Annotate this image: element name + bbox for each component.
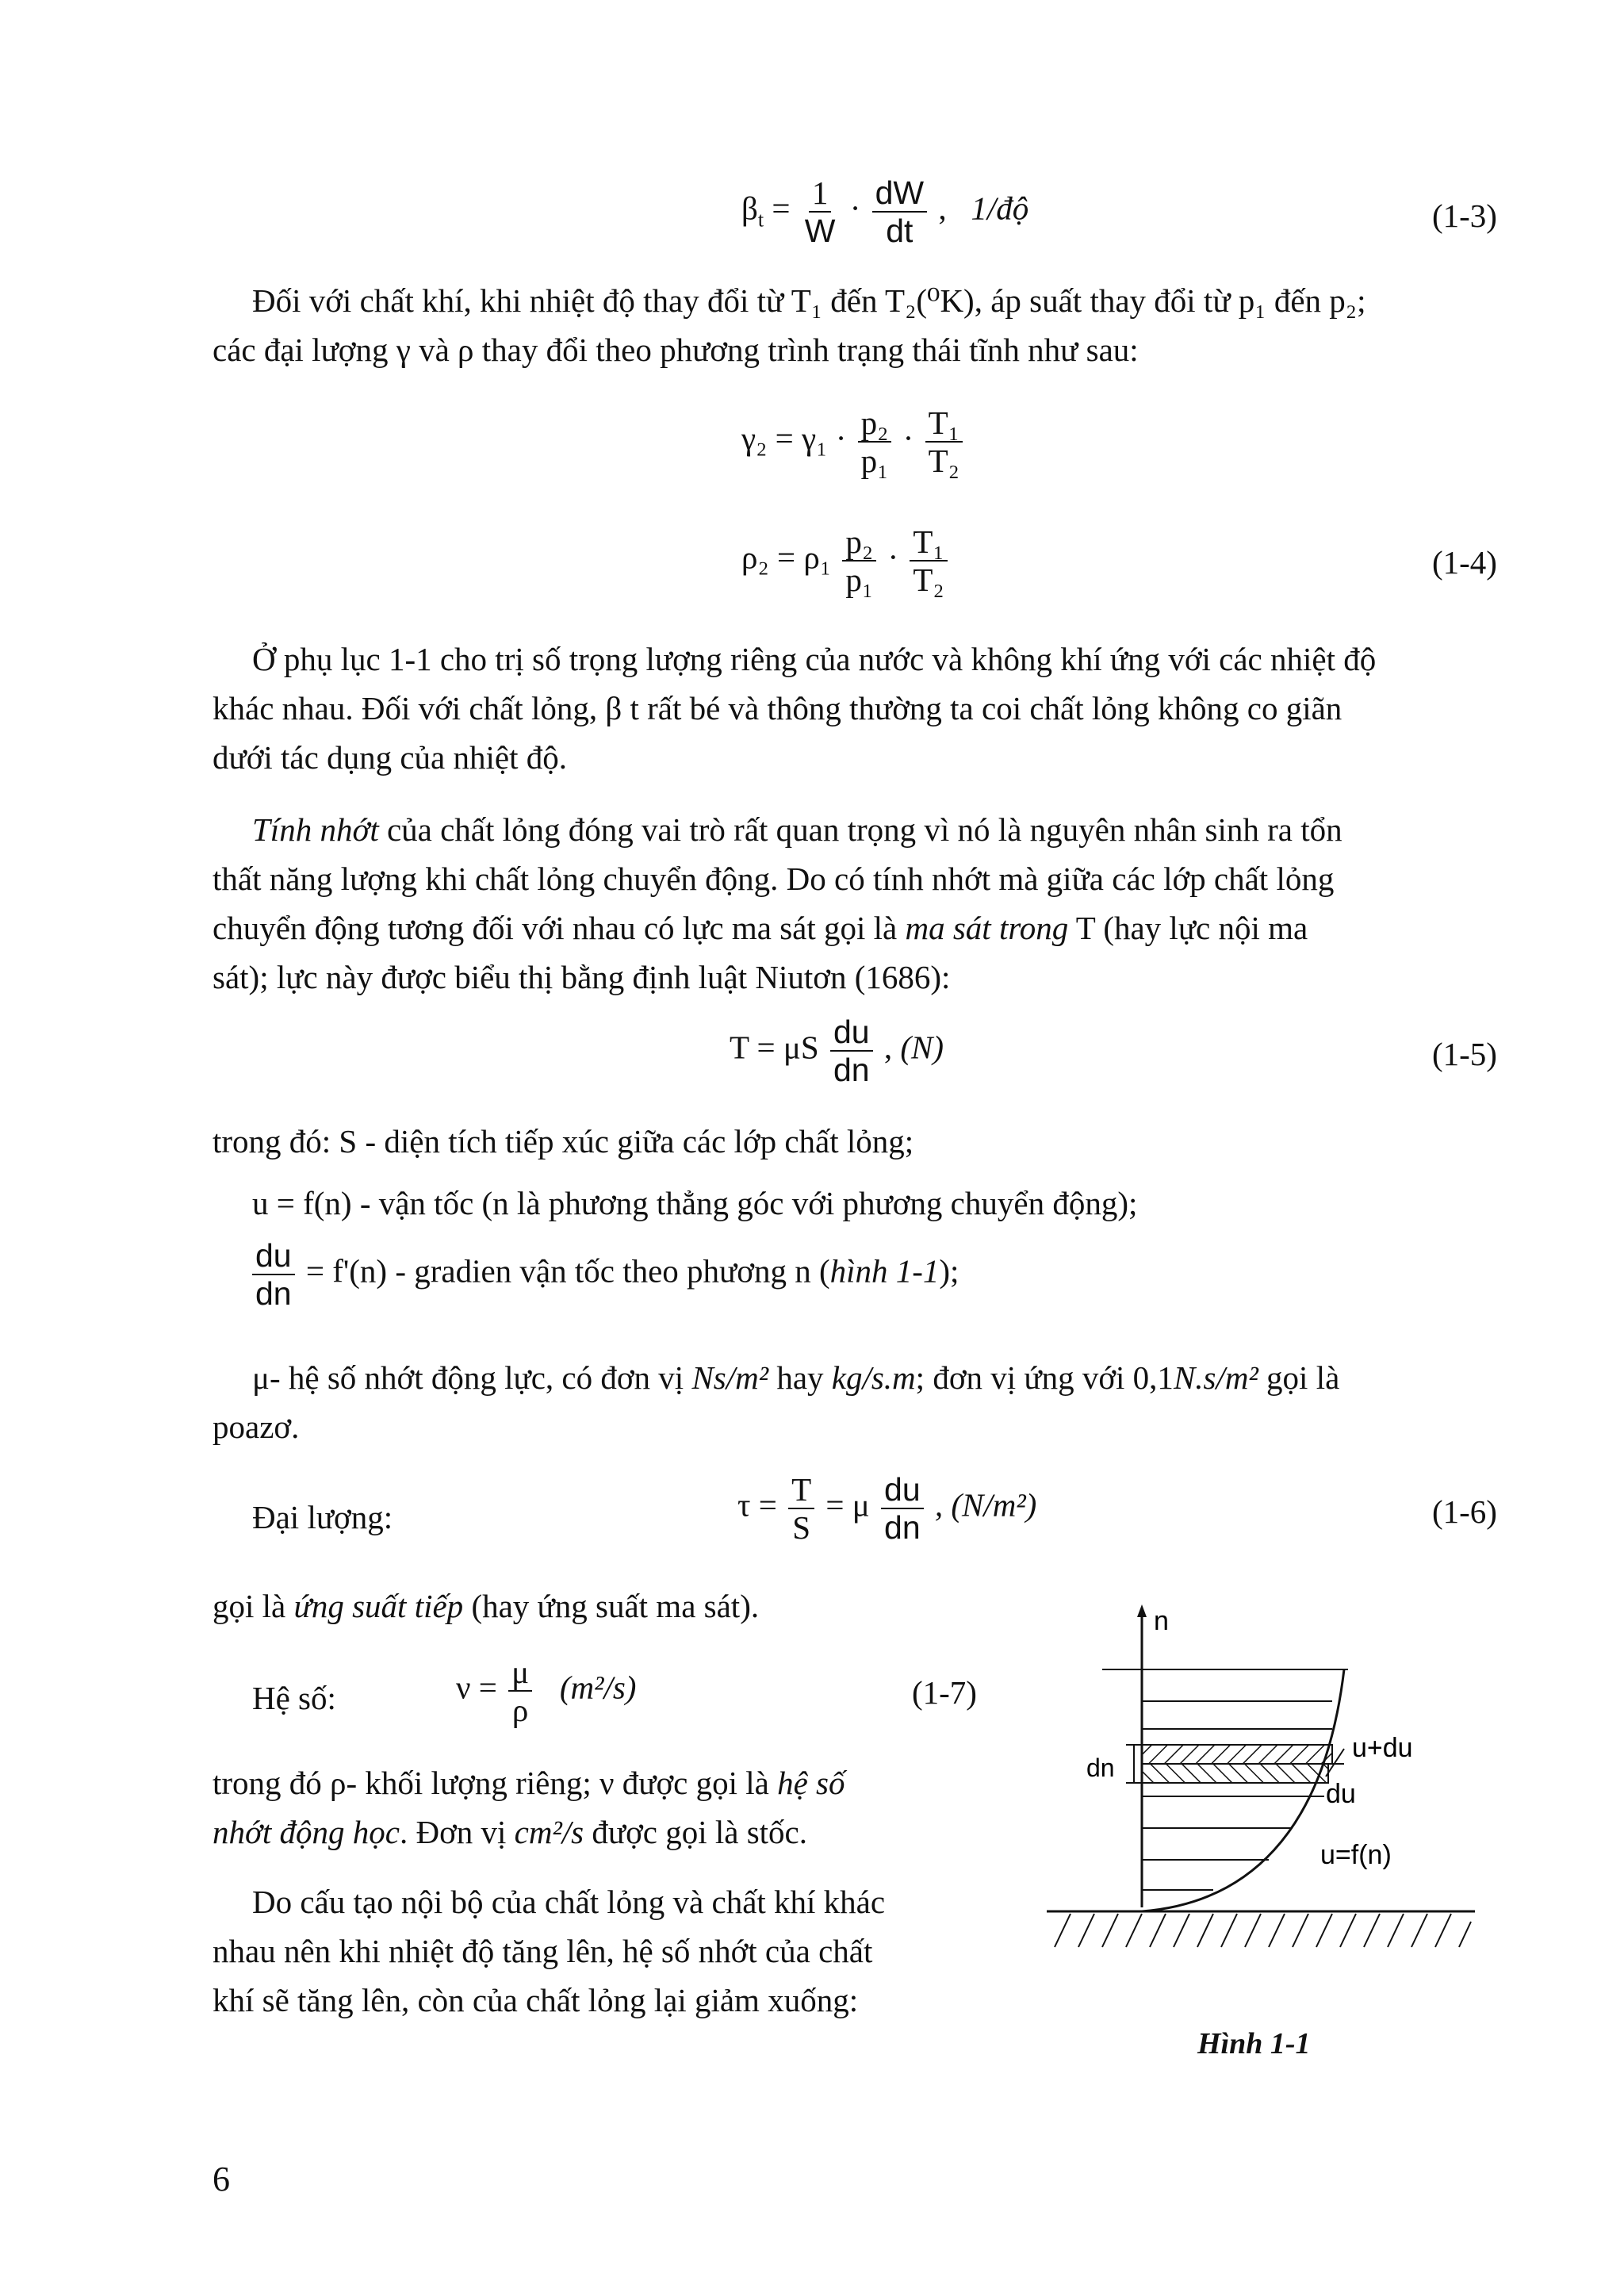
paragraph-3 <box>213 805 1502 1002</box>
equation-number-1-6: (1-6) <box>1432 1493 1497 1530</box>
label-dai-luong: Đại lượng: <box>252 1499 393 1535</box>
rho-lhs: ρ₂ = ρ₁ <box>741 539 832 576</box>
figure-1-1-diagram <box>1031 1598 1475 2018</box>
term-he-so: hệ số <box>777 1765 845 1801</box>
term-nhot-dong-hoc: nhớt động học <box>213 1814 400 1850</box>
term-tinh-nhot: Tính nhớt <box>252 811 379 848</box>
paragraph-1-line-1: Đối với chất khí, khi nhiệt độ thay đổi từ T₁ đến T₂(⁰K), áp suất thay đổi từ p₁ đến p₂; <box>252 282 1366 319</box>
frac-T1: T₁ <box>910 523 947 562</box>
unit-1-3: 1/độ <box>971 190 1029 227</box>
paragraph-1-line-2: các đại lượng γ và ρ thay đổi theo phương trình trạng thái tĩnh như sau: <box>213 332 1139 368</box>
nu-lhs: ν = <box>456 1669 497 1706</box>
label-du: du <box>1326 1779 1356 1809</box>
frac-rho: ρ <box>511 1692 529 1728</box>
newton-lhs: T = μS <box>730 1029 819 1066</box>
frac-dt: dt <box>886 213 914 249</box>
paragraph-kinematic <box>213 1758 1013 1857</box>
frac-dW: dW <box>872 174 928 213</box>
kinematic-text-b: . Đơn vị <box>399 1814 515 1850</box>
figure-caption: Hình 1-1 <box>1197 2027 1311 2060</box>
frac-T2: T₂ <box>928 443 959 479</box>
paragraph-3-line-2: thất năng lượng khi chất lỏng chuyển động. Do có tính nhớt mà giữa các lớp chất lỏng <box>213 861 1335 897</box>
frac-dn: dn <box>255 1275 292 1312</box>
equation-rho: ρ₂ = ρ₁ $\frac{\text{p₂}}{\text{p₁}}$ · $\frac{\text{T₁}}{\text{T₂}}$ <box>741 523 951 598</box>
paragraph-2 <box>213 634 1502 782</box>
frac-dn: dn <box>833 1052 870 1088</box>
unit-cm2-s: cm²/s <box>514 1814 584 1850</box>
figure-reference: hình 1-1 <box>829 1252 940 1290</box>
frac-du: du <box>830 1014 873 1052</box>
equation-number-1-5: (1-5) <box>1432 1036 1497 1072</box>
term-ma-sat-trong: ma sát trong <box>905 910 1069 946</box>
tau-lhs: τ = <box>737 1486 777 1524</box>
velocity-profile-curve <box>1142 1669 1344 1911</box>
frac-T2: T₂ <box>913 562 944 598</box>
equation-number-1-3: (1-3) <box>1432 197 1497 234</box>
mu-text-d: gọi là <box>1258 1359 1340 1396</box>
paragraph-3-line-3a: chuyển động tương đối với nhau có lực ma sát gọi là <box>213 910 906 946</box>
frac-du: du <box>252 1237 295 1275</box>
unit-poise: N.s/m² <box>1173 1359 1258 1396</box>
paragraph-2-line-2: khác nhau. Đối với chất lỏng, β t rất bé và thông thường ta coi chất lỏng không co giãn <box>213 690 1342 726</box>
gradient-end: ); <box>939 1252 959 1290</box>
unit-1-5: (N) <box>900 1029 944 1066</box>
paragraph-1 <box>213 276 1502 374</box>
paragraph-shear-stress <box>213 1581 1085 1631</box>
shear-text-a: gọi là <box>213 1588 294 1624</box>
beta-symbol: β <box>741 190 758 227</box>
definition-gradient <box>252 1237 1502 1312</box>
frac-du: du <box>881 1471 924 1509</box>
kinematic-text-c: được gọi là stốc. <box>584 1814 807 1850</box>
page-number: 6 <box>213 2160 230 2198</box>
beta-subscript: t <box>757 208 764 232</box>
mu-text-c: ; đơn vị ứng với 0,1 <box>915 1359 1174 1396</box>
paragraph-3-line-3b: T (hay lực nội ma <box>1068 910 1308 946</box>
frac-p1: p₁ <box>845 562 874 598</box>
label-u-plus-du: u+du <box>1352 1733 1413 1763</box>
dn-layer-hatch-2 <box>1142 1764 1328 1783</box>
equation-1-7 <box>456 1654 636 1728</box>
kinematic-text-a: trong đó ρ- khối lượng riêng; ν được gọi là <box>213 1765 778 1801</box>
equation-gamma: γ₂ = γ₁ · $\frac{\text{p₂}}{\text{p₁}}$ · $\frac{\text{T₁}}{\text{T₂}}$ <box>741 404 966 479</box>
paragraph-3-line-4: sát); lực này được biểu thị bằng định luật Niutơn (1686): <box>213 959 951 995</box>
equation-1-5: T = μS $\frac{du}{dn}$ , (N) <box>730 1014 944 1088</box>
temperature-line-2: nhau nên khi nhiệt độ tăng lên, hệ số nhớt của chất <box>213 1933 873 1969</box>
definition-mu <box>213 1353 1502 1451</box>
paragraph-2-line-1: Ở phụ lục 1-1 cho trị số trọng lượng riêng của nước và không khí ứng với các nhiệt độ <box>252 641 1377 677</box>
equation-1-3: $\beta_t$ = $\frac{1}{W}$ · $\frac{dW}{dt}$ , 1/độ <box>741 174 1029 249</box>
mu-text-a: μ- hệ số nhớt động lực, có đơn vị <box>252 1359 692 1396</box>
dn-layer-hatch <box>1142 1745 1332 1764</box>
definition-S: trong đó: S - diện tích tiếp xúc giữa các lớp chất lỏng; <box>213 1123 914 1159</box>
mu-text-b: hay <box>768 1359 832 1396</box>
definition-u: u = f(n) - vận tốc (n là phương thẳng góc với phương chuyển động); <box>252 1185 1138 1221</box>
label-dn: dn <box>1086 1754 1115 1782</box>
equation-number-1-4: (1-4) <box>1432 544 1497 581</box>
frac-T: T <box>788 1471 814 1509</box>
frac-mu: μ <box>508 1654 532 1692</box>
gamma-lhs: γ₂ = γ₁ · <box>741 420 847 457</box>
frac-W: W <box>804 213 836 249</box>
unit-kg-sm: kg/s.m <box>831 1359 916 1396</box>
label-he-so: Hệ số: <box>252 1680 336 1716</box>
axis-label-n: n <box>1154 1606 1169 1636</box>
shear-text-b: (hay ứng suất ma sát). <box>463 1588 760 1624</box>
paragraph-temperature <box>213 1877 1013 2025</box>
n-axis-arrow <box>1137 1604 1147 1617</box>
paragraph-2-line-3: dưới tác dụng của nhiệt độ. <box>213 739 567 776</box>
term-ung-suat-tiep: ứng suất tiếp <box>293 1588 464 1624</box>
temperature-line-1: Do cấu tạo nội bộ của chất lỏng và chất khí khác <box>252 1884 886 1920</box>
equation-number-1-7: (1-7) <box>912 1674 977 1711</box>
unit-ns-m2: Ns/m² <box>691 1359 769 1396</box>
label-u-f-n: u=f(n) <box>1320 1840 1392 1870</box>
equation-1-6 <box>737 1471 1036 1546</box>
frac-one: 1 <box>809 174 832 213</box>
frac-T1: T₁ <box>925 404 963 443</box>
paragraph-3-line-1: của chất lỏng đóng vai trò rất quan trọng vì nó là nguyên nhân sinh ra tổn <box>378 811 1342 848</box>
gradient-text: = f'(n) - gradien vận tốc theo phương n ( <box>305 1252 830 1290</box>
temperature-line-3: khí sẽ tăng lên, còn của chất lỏng lại giảm xuống: <box>213 1982 859 2018</box>
unit-1-6: , (N/m²) <box>934 1486 1037 1524</box>
unit-1-7: (m²/s) <box>559 1669 637 1706</box>
tau-mid: = μ <box>825 1486 870 1524</box>
frac-S: S <box>792 1509 811 1546</box>
poazo-word: poazơ. <box>213 1409 300 1445</box>
frac-p2: p₂ <box>842 523 876 562</box>
frac-dn: dn <box>884 1509 921 1546</box>
frac-p2: p₂ <box>858 404 892 443</box>
frac-p1: p₁ <box>860 443 889 479</box>
